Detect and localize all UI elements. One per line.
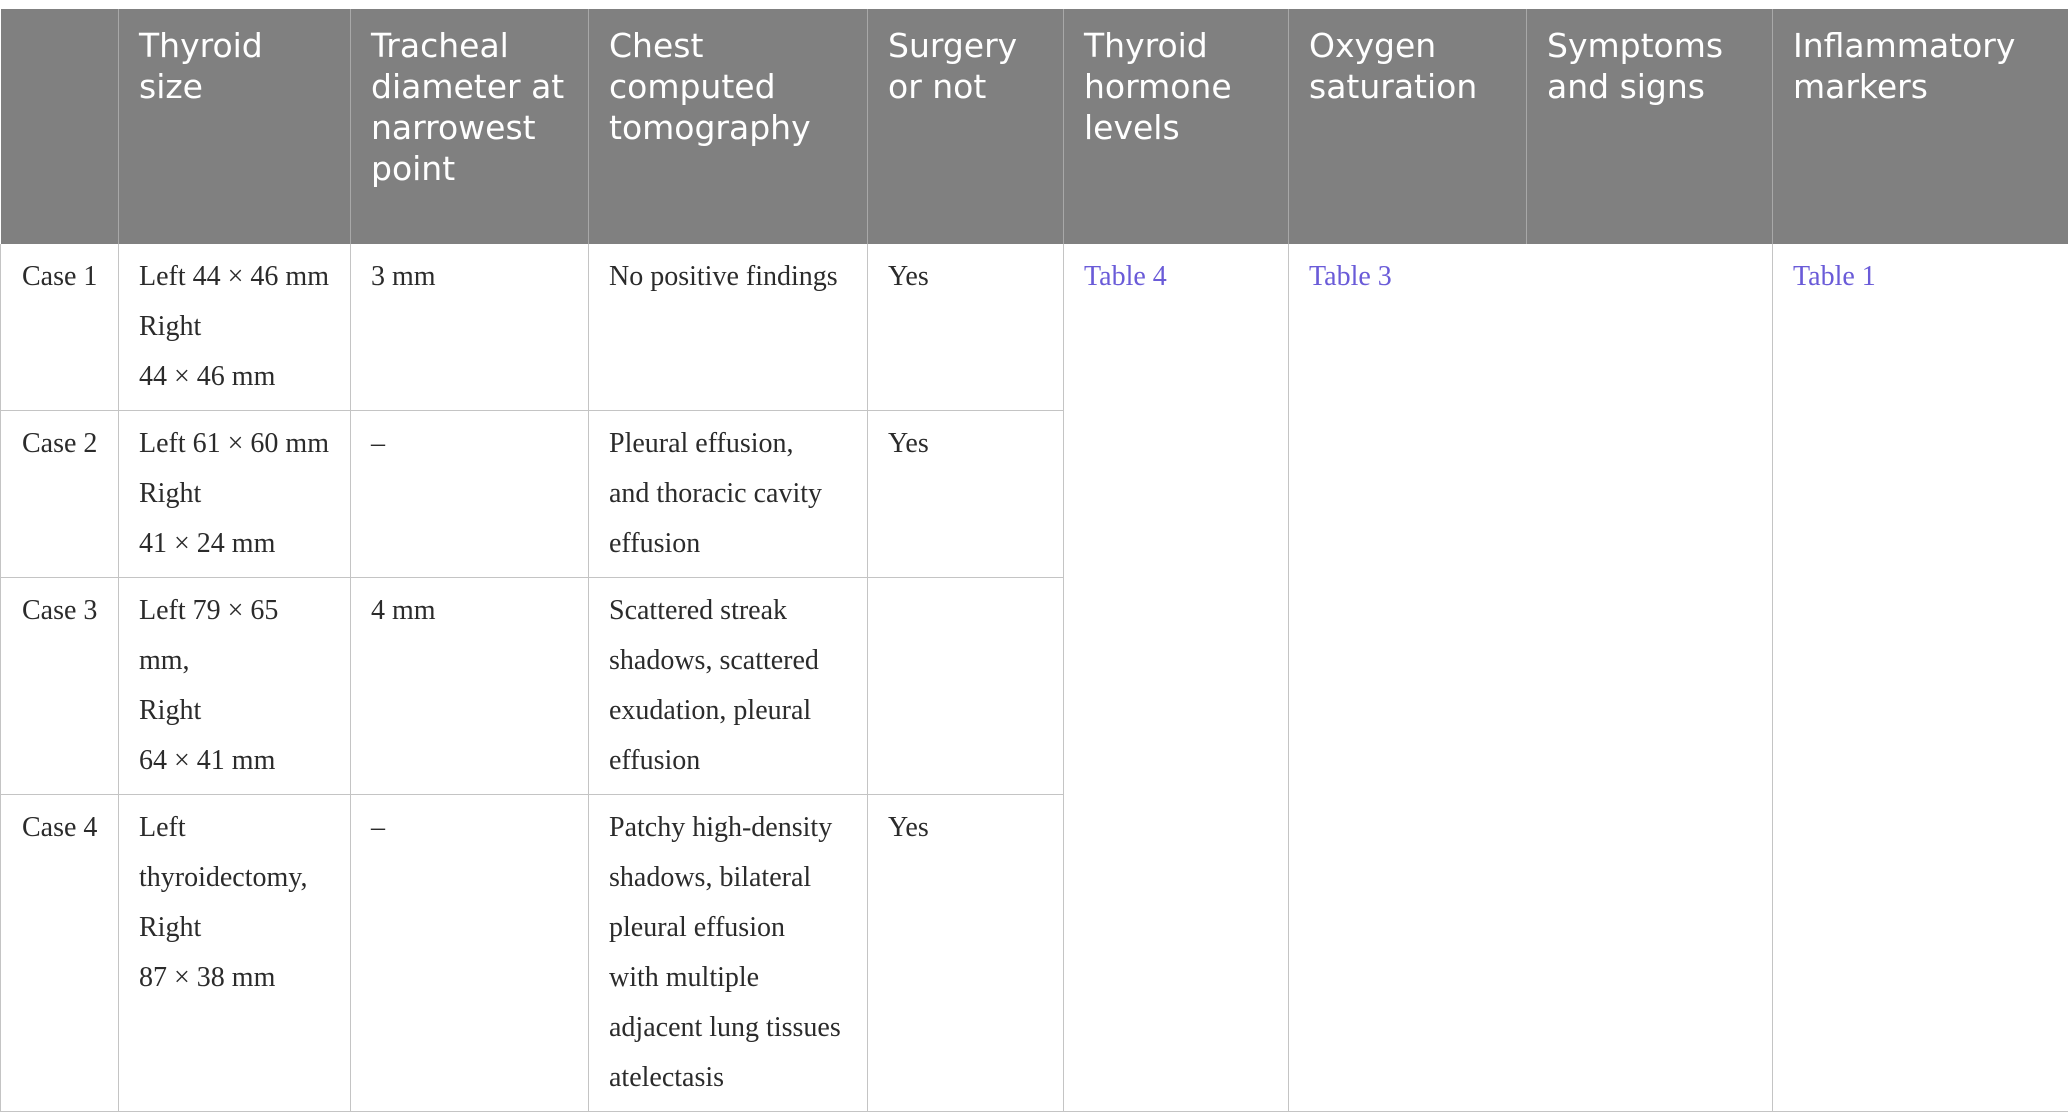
ct-line: atelectasis — [609, 1053, 847, 1103]
header-thyroid-hormone: Thyroid hormone levels — [1064, 9, 1289, 244]
table-body — [1, 244, 2068, 1112]
table-1-link[interactable]: Table 1 — [1793, 261, 1876, 292]
ct-line: Patchy high-density — [609, 803, 847, 853]
ct-cell — [589, 578, 868, 795]
size-line: 41 × 24 mm — [139, 519, 330, 569]
header-inflammatory-markers: Inflammatory markers — [1773, 9, 2068, 244]
size-line: Right — [139, 302, 330, 352]
header-symptoms-signs: Symptoms and signs — [1527, 9, 1773, 244]
size-line: Right — [139, 903, 330, 953]
thyroid-size-cell — [119, 578, 351, 795]
ct-cell — [589, 411, 868, 578]
thyroid-size-cell — [119, 244, 351, 411]
surgery-cell: Yes — [868, 411, 1064, 578]
tracheal-cell: 3 mm — [351, 244, 589, 411]
tracheal-cell: – — [351, 411, 589, 578]
surgery-cell: Yes — [868, 795, 1064, 1112]
inflammatory-link-cell — [1773, 244, 2068, 1112]
ct-line: effusion — [609, 519, 847, 569]
header-row — [1, 9, 2068, 244]
oxygen-symptoms-link-cell — [1289, 244, 1773, 1112]
size-line: Right — [139, 686, 330, 736]
thyroid-hormone-link-cell — [1064, 244, 1289, 1112]
header-tracheal-diameter: Tracheal diameter at narrowest point — [351, 9, 589, 244]
case-label: Case 2 — [1, 411, 119, 578]
case-label: Case 3 — [1, 578, 119, 795]
header-oxygen-saturation: Oxygen saturation — [1289, 9, 1527, 244]
table-header — [1, 9, 2068, 244]
ct-line: Pleural effusion, — [609, 419, 847, 469]
header-blank — [1, 9, 119, 244]
size-line: Right — [139, 469, 330, 519]
size-line: Left 79 × 65 mm, — [139, 586, 330, 686]
table-4-link[interactable]: Table 4 — [1084, 261, 1167, 292]
size-line: Left 44 × 46 mm — [139, 252, 330, 302]
header-surgery: Surgery or not — [868, 9, 1064, 244]
ct-line: Scattered streak — [609, 586, 847, 636]
ct-line: and thoracic cavity — [609, 469, 847, 519]
table-3-link[interactable]: Table 3 — [1309, 261, 1392, 292]
ct-line: shadows, scattered — [609, 636, 847, 686]
ct-line: effusion — [609, 736, 847, 786]
table-row — [1, 244, 2068, 411]
size-line: Left 61 × 60 mm — [139, 419, 330, 469]
header-chest-ct: Chest computed tomography — [589, 9, 868, 244]
ct-line: No positive findings — [609, 252, 847, 302]
ct-cell — [589, 244, 868, 411]
ct-line: pleural effusion — [609, 903, 847, 953]
surgery-cell — [868, 578, 1064, 795]
size-line: thyroidectomy, — [139, 853, 330, 903]
ct-line: with multiple — [609, 953, 847, 1003]
case-label: Case 1 — [1, 244, 119, 411]
header-thyroid-size: Thyroid size — [119, 9, 351, 244]
size-line: 64 × 41 mm — [139, 736, 330, 786]
case-summary-table — [0, 9, 2068, 1112]
size-line: 44 × 46 mm — [139, 352, 330, 402]
case-label: Case 4 — [1, 795, 119, 1112]
ct-line: shadows, bilateral — [609, 853, 847, 903]
ct-line: adjacent lung tissues — [609, 1003, 847, 1053]
tracheal-cell: 4 mm — [351, 578, 589, 795]
thyroid-size-cell — [119, 411, 351, 578]
tracheal-cell: – — [351, 795, 589, 1112]
size-line: 87 × 38 mm — [139, 953, 330, 1003]
ct-line: exudation, pleural — [609, 686, 847, 736]
thyroid-size-cell — [119, 795, 351, 1112]
size-line: Left — [139, 803, 330, 853]
surgery-cell: Yes — [868, 244, 1064, 411]
ct-cell — [589, 795, 868, 1112]
